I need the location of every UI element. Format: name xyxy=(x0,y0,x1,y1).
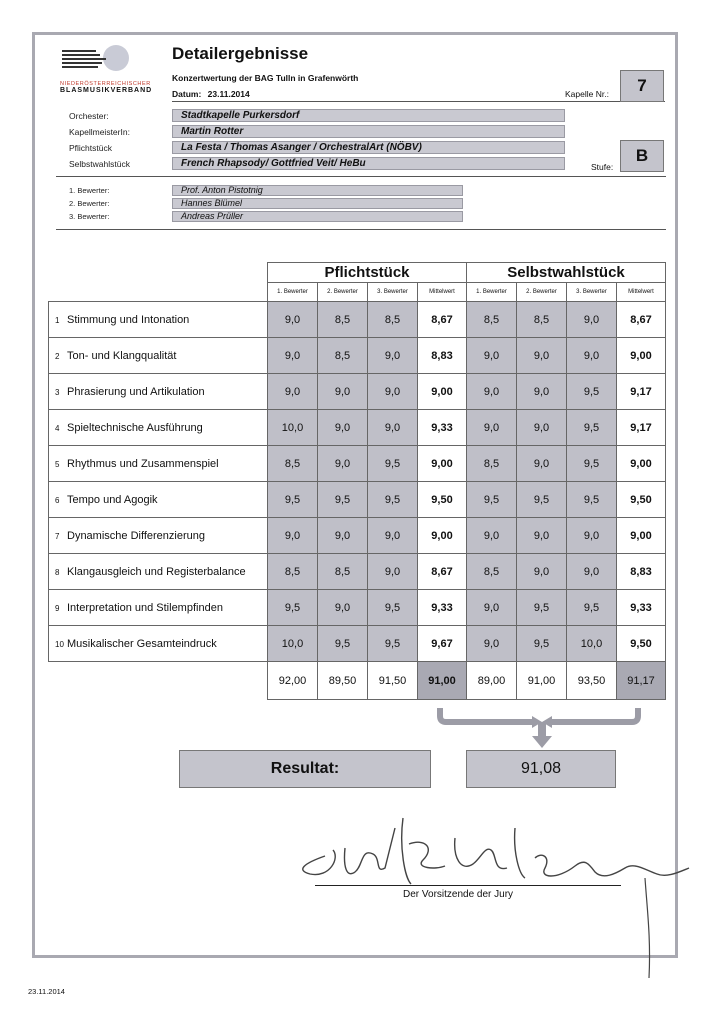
score-cell: 9,0 xyxy=(467,410,517,446)
table-row xyxy=(49,554,666,590)
kapelle-number-box xyxy=(620,70,664,102)
kapelle-label: Kapelle Nr.: xyxy=(565,89,609,99)
score-cell: 8,5 xyxy=(368,302,418,338)
table-row xyxy=(49,374,666,410)
total-cell: 89,00 xyxy=(467,662,517,700)
field-label-selbstwahlstueck: Selbstwahlstück xyxy=(69,159,130,169)
score-cell: 9,0 xyxy=(467,626,517,662)
criterion-label: Klangausgleich und Registerbalance xyxy=(67,565,246,578)
score-cell: 9,0 xyxy=(318,410,368,446)
score-cell: 10,0 xyxy=(567,626,617,662)
footer-date: 23.11.2014 xyxy=(28,987,65,996)
score-cell: 9,5 xyxy=(268,482,318,518)
result-value-box xyxy=(466,750,616,788)
signature-caption: Der Vorsitzende der Jury xyxy=(403,889,514,900)
total-cell: 93,50 xyxy=(567,662,617,700)
mean-score-cell: 8,67 xyxy=(617,302,666,338)
mean-score-cell: 9,33 xyxy=(418,590,467,626)
score-cell: 8,5 xyxy=(318,554,368,590)
total-cell: 91,50 xyxy=(368,662,418,700)
score-cell: 9,5 xyxy=(567,446,617,482)
stufe-label: Stufe: xyxy=(591,162,614,172)
criterion-number: 6 xyxy=(55,495,60,505)
subheader-cell: 1. Bewerter xyxy=(268,283,318,302)
mean-score-cell: 9,00 xyxy=(418,374,467,410)
score-cell: 9,5 xyxy=(268,590,318,626)
mean-score-cell: 9,17 xyxy=(617,374,666,410)
mean-score-cell: 9,50 xyxy=(617,626,666,662)
score-cell: 9,0 xyxy=(368,518,418,554)
field-label-kapellmeister: KapellmeisterIn: xyxy=(69,127,130,137)
criterion-label: Interpretation und Stilempfinden xyxy=(67,601,223,614)
criterion-cell xyxy=(49,302,268,338)
score-cell: 9,0 xyxy=(368,410,418,446)
score-cell: 9,0 xyxy=(268,302,318,338)
stufe-value: B xyxy=(635,146,649,165)
score-cell: 8,5 xyxy=(268,446,318,482)
score-body xyxy=(49,302,666,662)
mean-score-cell: 9,67 xyxy=(418,626,467,662)
score-cell: 9,0 xyxy=(318,446,368,482)
logo-graphic xyxy=(60,44,160,74)
jury-label-2: 2. Bewerter: xyxy=(69,199,110,208)
table-row xyxy=(49,626,666,662)
subheader-cell: Mittelwert xyxy=(418,283,467,302)
group-header-selbstwahl: Selbstwahlstück xyxy=(467,263,666,283)
criterion-number: 3 xyxy=(55,387,60,397)
table-corner xyxy=(49,263,268,283)
score-cell: 10,0 xyxy=(268,410,318,446)
criterion-number: 4 xyxy=(55,423,60,433)
score-cell: 9,0 xyxy=(517,518,567,554)
page-subtitle: Konzertwertung der BAG Tulln in Grafenwörth xyxy=(172,73,359,83)
mean-score-cell: 9,00 xyxy=(617,338,666,374)
criterion-number: 10 xyxy=(55,639,64,649)
score-cell: 8,5 xyxy=(467,554,517,590)
score-cell: 9,0 xyxy=(318,518,368,554)
criterion-label: Tempo und Agogik xyxy=(67,493,158,506)
subheader-cell: 2. Bewerter xyxy=(517,283,567,302)
total-cell: 92,00 xyxy=(268,662,318,700)
jury-label-3: 3. Bewerter: xyxy=(69,212,110,221)
score-cell: 9,5 xyxy=(517,626,567,662)
signature-stroke xyxy=(303,818,689,884)
criterion-cell xyxy=(49,338,268,374)
score-cell: 9,5 xyxy=(567,374,617,410)
score-cell: 9,5 xyxy=(318,482,368,518)
result-label-box xyxy=(179,750,431,788)
field-label-orchester: Orchester: xyxy=(69,111,109,121)
criterion-cell xyxy=(49,518,268,554)
subheader-row xyxy=(49,283,666,302)
score-cell: 9,0 xyxy=(517,410,567,446)
kapelle-number: 7 xyxy=(637,76,647,95)
table-row xyxy=(49,446,666,482)
score-cell: 9,0 xyxy=(567,554,617,590)
score-cell: 9,0 xyxy=(368,338,418,374)
table-row xyxy=(49,302,666,338)
score-cell: 9,5 xyxy=(567,482,617,518)
subheader-cell: 3. Bewerter xyxy=(567,283,617,302)
score-cell: 9,5 xyxy=(368,446,418,482)
subheader-cell: 2. Bewerter xyxy=(318,283,368,302)
criterion-cell xyxy=(49,446,268,482)
score-cell: 9,0 xyxy=(368,374,418,410)
score-cell: 9,0 xyxy=(268,374,318,410)
score-cell: 9,5 xyxy=(567,590,617,626)
criterion-number: 9 xyxy=(55,603,60,613)
totals-row xyxy=(49,662,666,700)
stufe-box xyxy=(620,140,664,172)
criterion-cell xyxy=(49,374,268,410)
table-row xyxy=(49,338,666,374)
criterion-label: Musikalischer Gesamteindruck xyxy=(67,637,217,650)
date-label: Datum: xyxy=(172,89,202,99)
criterion-cell xyxy=(49,626,268,662)
subheader-cell: Mittelwert xyxy=(617,283,666,302)
jury-rule xyxy=(56,229,666,230)
score-cell: 9,0 xyxy=(268,338,318,374)
score-cell: 8,5 xyxy=(318,302,368,338)
table-row xyxy=(49,410,666,446)
criterion-cell xyxy=(49,482,268,518)
mean-score-cell: 9,33 xyxy=(617,590,666,626)
result-label: Resultat: xyxy=(270,760,340,777)
jury-value-2: Hannes Blümel xyxy=(172,198,463,209)
score-cell: 9,5 xyxy=(368,626,418,662)
fields-rule xyxy=(56,176,666,177)
score-cell: 9,0 xyxy=(517,374,567,410)
signature-line xyxy=(315,885,621,886)
score-cell: 8,5 xyxy=(467,446,517,482)
score-cell: 9,5 xyxy=(318,626,368,662)
total-mean-selbstwahl: 91,17 xyxy=(617,662,666,700)
score-cell: 9,0 xyxy=(567,338,617,374)
result-connector xyxy=(420,708,670,750)
subheader-cell: 3. Bewerter xyxy=(368,283,418,302)
criterion-number: 2 xyxy=(55,351,60,361)
group-header-row xyxy=(49,263,666,283)
criterion-label: Rhythmus und Zusammenspiel xyxy=(67,457,219,470)
arrow-down-head xyxy=(532,736,552,748)
criterion-cell xyxy=(49,554,268,590)
criterion-cell xyxy=(49,590,268,626)
criterion-label: Stimmung und Intonation xyxy=(67,313,190,326)
score-cell: 8,5 xyxy=(268,554,318,590)
jury-value-1: Prof. Anton Pistotnig xyxy=(172,185,463,196)
criterion-label: Ton- und Klangqualität xyxy=(67,349,177,362)
score-cell: 9,0 xyxy=(268,518,318,554)
table-row xyxy=(49,518,666,554)
criterion-number: 8 xyxy=(55,567,60,577)
org-line1: NIEDERÖSTERREICHISCHER xyxy=(60,81,151,87)
mean-score-cell: 8,83 xyxy=(617,554,666,590)
group-header-pflicht: Pflichtstück xyxy=(268,263,467,283)
score-cell: 8,5 xyxy=(467,302,517,338)
field-value-pflichtstueck: La Festa / Thomas Asanger / OrchestralArt (NÖBV) xyxy=(172,141,565,154)
signature-tail xyxy=(645,878,650,978)
page-title: Detailergebnisse xyxy=(172,44,309,63)
score-cell: 9,5 xyxy=(368,590,418,626)
score-cell: 9,5 xyxy=(567,410,617,446)
total-mean-pflicht: 91,00 xyxy=(418,662,467,700)
mean-score-cell: 9,00 xyxy=(617,446,666,482)
score-cell: 8,5 xyxy=(318,338,368,374)
subheader-cell: 1. Bewerter xyxy=(467,283,517,302)
score-cell: 9,5 xyxy=(517,590,567,626)
score-cell: 9,5 xyxy=(517,482,567,518)
connector-right xyxy=(552,708,638,722)
field-value-orchester: Stadtkapelle Purkersdorf xyxy=(172,109,565,122)
score-cell: 9,0 xyxy=(368,554,418,590)
org-logo xyxy=(60,44,160,94)
date-row xyxy=(172,89,250,99)
score-cell: 9,0 xyxy=(467,338,517,374)
field-value-kapellmeister: Martin Rotter xyxy=(172,125,565,138)
field-label-pflichtstueck: Pflichtstück xyxy=(69,143,112,153)
criterion-number: 1 xyxy=(55,315,60,325)
mean-score-cell: 8,83 xyxy=(418,338,467,374)
mean-score-cell: 8,67 xyxy=(418,554,467,590)
criterion-label: Spieltechnische Ausführung xyxy=(67,421,203,434)
mean-score-cell: 9,00 xyxy=(617,518,666,554)
score-cell: 9,0 xyxy=(517,338,567,374)
criterion-label: Phrasierung und Artikulation xyxy=(67,385,205,398)
score-cell: 9,0 xyxy=(467,590,517,626)
mean-score-cell: 8,67 xyxy=(418,302,467,338)
mean-score-cell: 9,17 xyxy=(617,410,666,446)
totals-spacer xyxy=(49,662,268,700)
connector-left xyxy=(440,708,532,722)
score-cell: 9,0 xyxy=(467,518,517,554)
score-cell: 8,5 xyxy=(517,302,567,338)
score-cell: 9,0 xyxy=(318,374,368,410)
mean-score-cell: 9,50 xyxy=(617,482,666,518)
total-cell: 91,00 xyxy=(517,662,567,700)
score-cell: 9,0 xyxy=(567,302,617,338)
criterion-label: Dynamische Differenzierung xyxy=(67,529,205,542)
criterion-cell xyxy=(49,410,268,446)
score-cell: 9,0 xyxy=(567,518,617,554)
header-rule xyxy=(172,101,665,102)
date-value: 23.11.2014 xyxy=(207,89,250,99)
mean-score-cell: 9,33 xyxy=(418,410,467,446)
score-cell: 9,0 xyxy=(517,446,567,482)
mean-score-cell: 9,00 xyxy=(418,518,467,554)
mean-score-cell: 9,00 xyxy=(418,446,467,482)
score-cell: 9,0 xyxy=(318,590,368,626)
jury-label-1: 1. Bewerter: xyxy=(69,186,110,195)
table-row xyxy=(49,590,666,626)
field-value-selbstwahlstueck: French Rhapsody/ Gottfried Veit/ HeBu xyxy=(172,157,565,170)
mean-score-cell: 9,50 xyxy=(418,482,467,518)
jury-value-3: Andreas Prüller xyxy=(172,211,463,222)
criterion-number: 7 xyxy=(55,531,60,541)
score-cell: 9,0 xyxy=(517,554,567,590)
score-cell: 9,5 xyxy=(467,482,517,518)
score-table xyxy=(48,262,666,700)
connector-down xyxy=(538,722,546,738)
result-value: 91,08 xyxy=(520,760,562,777)
criterion-number: 5 xyxy=(55,459,60,469)
org-line2: BLASMUSIKVERBAND xyxy=(60,87,153,94)
total-cell: 89,50 xyxy=(318,662,368,700)
score-cell: 9,0 xyxy=(467,374,517,410)
table-row xyxy=(49,482,666,518)
score-cell: 9,5 xyxy=(368,482,418,518)
table-corner-2 xyxy=(49,283,268,302)
score-cell: 10,0 xyxy=(268,626,318,662)
